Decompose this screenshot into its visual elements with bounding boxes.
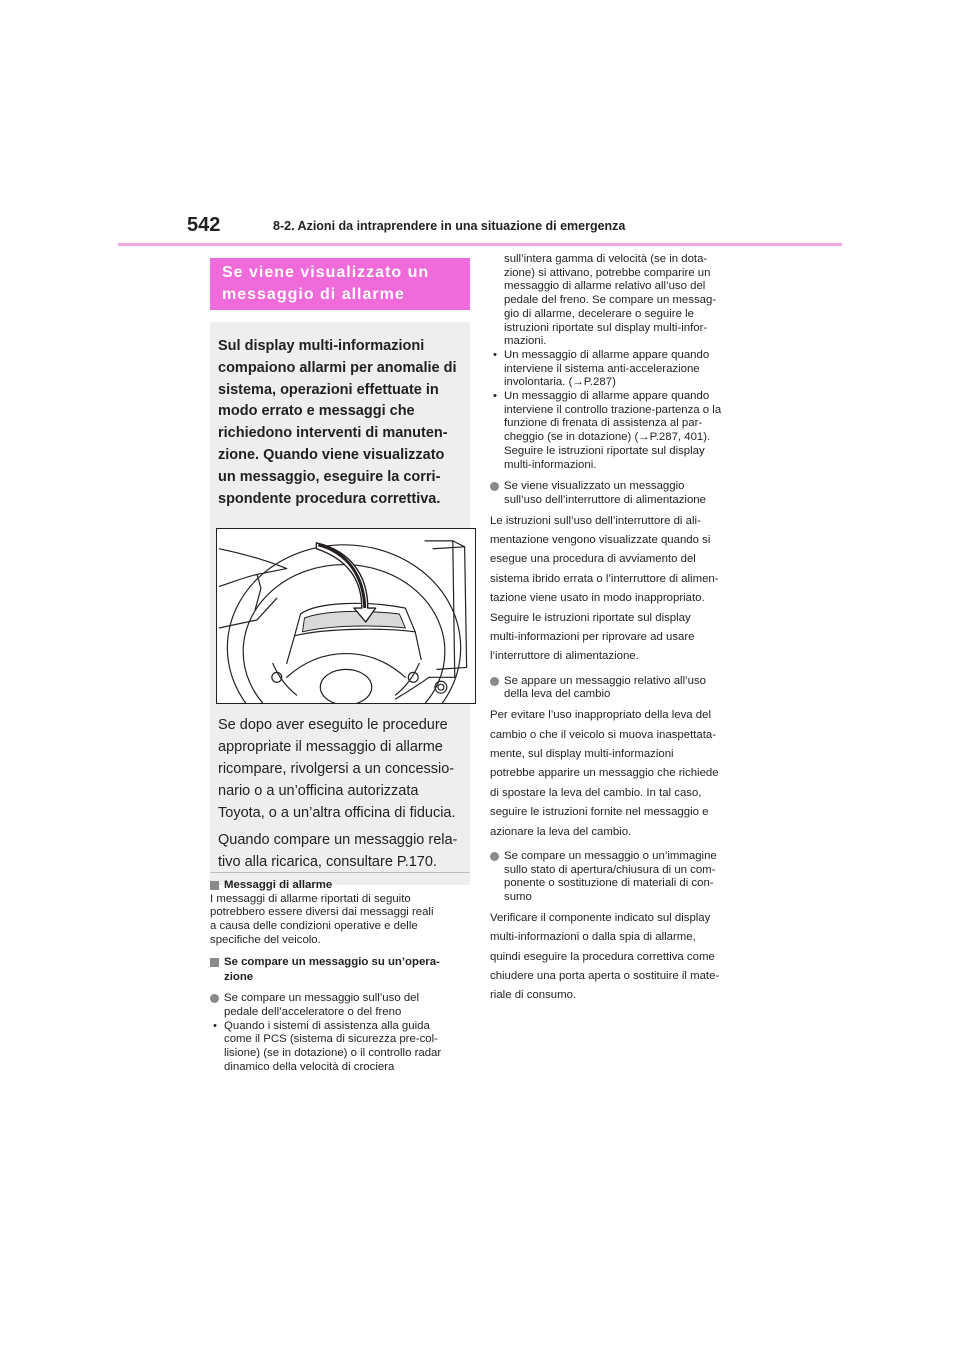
- box-title: Se viene visualizzato un messaggio di allarme: [210, 258, 470, 310]
- box-note-2: Quando compare un messaggio rela- tivo alla ricarica, consultare P.170.: [218, 832, 458, 871]
- circle-bullet-icon: [490, 482, 499, 491]
- left-rule: [210, 872, 470, 873]
- bullet-shift-lever: Se appare un messaggio relativo all’uso della leva del cambio: [490, 675, 760, 702]
- box-notes: [218, 714, 462, 873]
- square-bullet-icon: [210, 881, 219, 890]
- dash-item-assist: • Quando i sistemi di assistenza alla guida come il PCS (sistema di sicurezza pre-col- lisione) (se in dotazione) o il controllo radar dinamico della velocità di crociera: [213, 1019, 442, 1073]
- left-column: [210, 258, 470, 885]
- dashboard-illustration: [216, 528, 476, 704]
- dash-item-traction: • Un messaggio di allarme appare quando interviene il controllo trazione-partenza o la funzione di frenata di assistenza al par- cheggio (se in dotazione) (→P.287, 401). Seguire le istruzioni riportate sul display multi-informazioni.: [493, 390, 722, 471]
- circle-bullet-icon: [210, 994, 219, 1003]
- box-intro: Sul display multi-informazioni compaiono allarmi per anomalie di sistema, operazioni effettuate in modo errato e messaggi che richiedono interventi di manuten- zione. Quando viene visualizzato un messaggio, eseguire la corri- spondente procedura correttiva.: [218, 338, 457, 507]
- dash-item-anti-accel: • Un messaggio di allarme appare quando interviene il sistema anti-accelerazione involontaria. (→P.287): [493, 348, 710, 389]
- section-title: 8-2. Azioni da intraprendere in una situazione di emergenza: [273, 219, 626, 233]
- warnings-body: I messaggi di allarme riportati di seguito potrebbero essere diversi dai messaggi reali a causa delle condizioni operative e delle specifiche del veicolo.: [210, 892, 434, 946]
- circle-bullet-icon: [490, 677, 499, 686]
- bullet-pedal: Se compare un messaggio sull’uso del pedale dell’acceleratore o del freno: [210, 992, 472, 1019]
- info-box: [210, 322, 470, 885]
- section-heading-warnings: Messaggi di allarme: [210, 878, 472, 893]
- power-switch-body: Le istruzioni sull’uso dell’interruttore di ali- mentazione vengono visualizzate quando si esegue una procedura di avviamento del sistema ibrido errata o l’interruttore di alimen- tazione viene usato in modo inappropriato. Seguire le istruzioni riportate sul display multi-informazioni per riprovare ad usare l’interruttore di alimentazione.: [490, 514, 719, 663]
- header-rule: [118, 243, 842, 246]
- right-column: [490, 253, 760, 1006]
- square-bullet-icon: [210, 958, 219, 967]
- dash-item-assist-cont: sull’intera gamma di velocità (se in dota- zione) si attivano, potrebbe comparire un messaggio di allarme relativo all’uso del pedale del freno. Se compare un messag- gio di allarme, decelerare o seguire le istruzioni riportate sul display multi-infor- mazioni.: [504, 253, 717, 348]
- left-lower-text: [210, 878, 472, 1075]
- bullet-power-switch: Se viene visualizzato un messaggio sull’uso dell’interruttore di alimentazione: [490, 480, 760, 507]
- section-heading-operation: Se compare un messaggio su un’opera- zione: [210, 955, 472, 984]
- shift-lever-body: Per evitare l’uso inappropriato della leva del cambio o che il veicolo si muova inaspettata- mente, sul display multi-informazioni potrebbe apparire un messaggio che richiede di spostare la leva del cambio. In tal caso, seguire le istruzioni fornite nel messaggio e azionare la leva del cambio.: [490, 709, 719, 838]
- bullet-component-status: Se compare un messaggio o un’immagine sullo stato di apertura/chiusura di un com- ponente o sostituzione di materiali di con- sumo: [490, 850, 760, 905]
- component-status-body: Verificare il componente indicato sul display multi-informazioni o dalla spia di allarme, quindi eseguire la procedura correttiva come chiudere una porta aperta o sostituire il mate- riale di consumo.: [490, 911, 720, 1002]
- page-number: 542: [187, 214, 221, 236]
- circle-bullet-icon: [490, 852, 499, 861]
- box-note-1: Se dopo aver eseguito le procedure appropriate il messaggio di allarme ricompare, rivolgersi a un concessio- nario o a un’officina autorizzata Toyota, o a un’altra officina di fiducia.: [218, 717, 456, 822]
